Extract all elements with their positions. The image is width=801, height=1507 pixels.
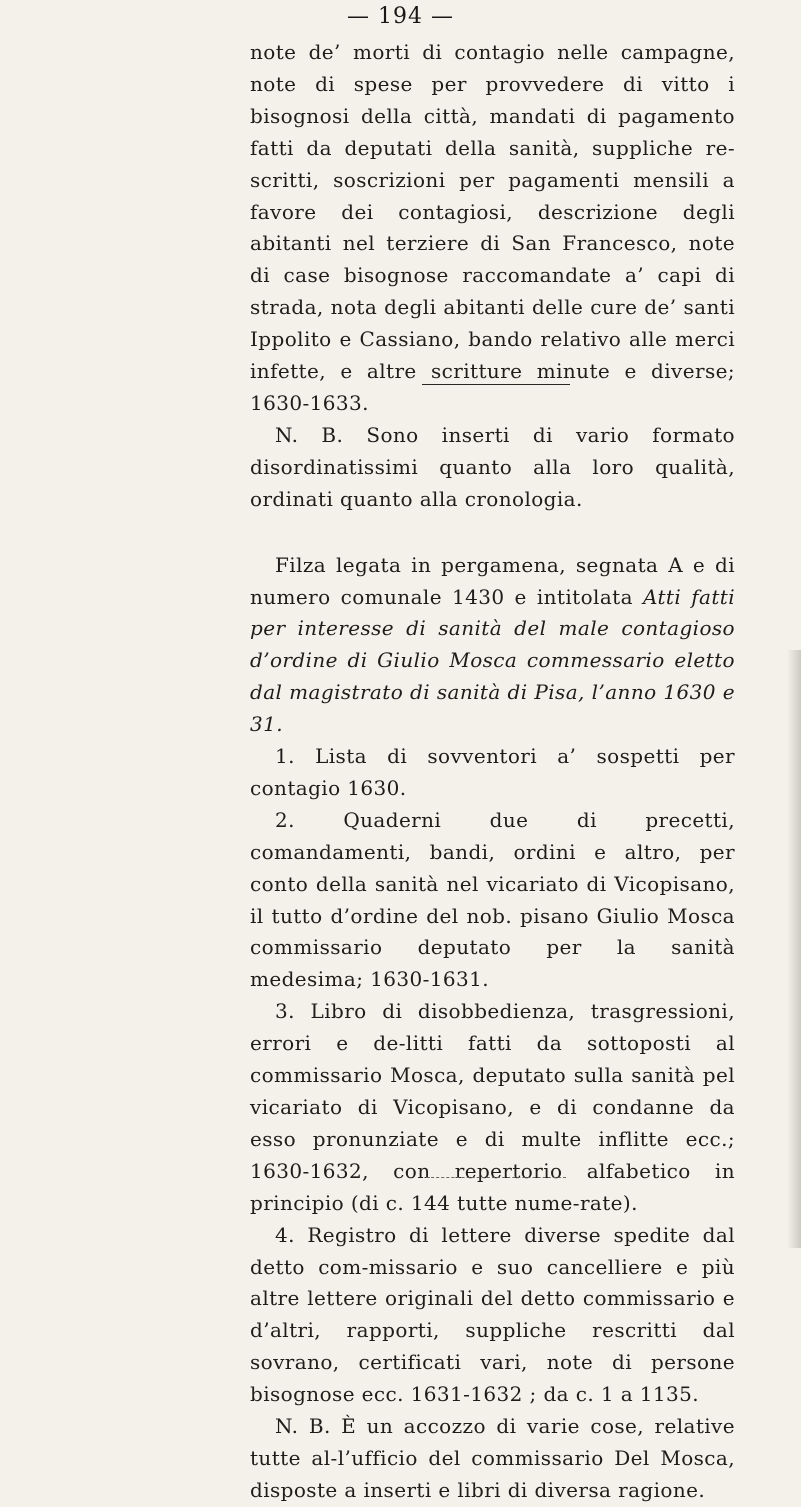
list-item: 4. Registro di lettere diverse spedite dal detto com-missario e suo cancelliere e più altre lettere originali del detto commissario e d’altri, rapporti, suppliche rescritti dal sovrano, certificati vari, note di persone bisognose ecc. 1631-1632 ; da c. 1 a 1135. <box>250 1222 735 1407</box>
nota-bene-2: N. B. È un accozzo di varie cose, relative tutte al-l’ufficio del commissario Del Mosca, disposte a inserti e libri di diversa ragione. <box>250 1414 735 1502</box>
filza-title: Atti fatti per interesse di sanità del male contagioso d’ordine di Giulio Mosca commessario eletto dal magistrato di sanità di Pisa, l’anno 1630 e 31. <box>250 584 735 737</box>
filza-intro: Filza legata in pergamena, segnata A e di numero comunale 1430 e intitolata <box>250 552 735 609</box>
page-number: — 194 — <box>347 4 454 29</box>
page-edge-shadow <box>787 650 801 1248</box>
text-column <box>250 37 735 1507</box>
list-item: 3. Libro di disobbedienza, trasgressioni, errori e de-litti fatti da sottoposti al commissario Mosca, deputato sulla sanità pel vicariato di Vicopisano, e di condanne da esso pronunziate e di multe inflitte ecc.; 1630-1632, con repertorio alfabetico in principio (di c. 144 tutte nume-rate). <box>250 999 735 1215</box>
filza-description <box>250 550 735 741</box>
list-item: 1. Lista di sovventori a’ sospetti per contagio 1630. <box>250 744 735 800</box>
section-divider <box>422 384 570 385</box>
nota-bene-1: N. B. Sono inserti di vario formato disordinatissimi quanto alla loro qualità, ordinati quanto alla cronologia. <box>250 422 735 511</box>
paragraph-contagion-notes: note de’ morti di contagio nelle campagne, note di spese per provvedere di vitto i bisognosi della città, mandati di pagamento fatti da deputati della sanità, suppliche re-scritti, soscrizioni per pagamenti mensili a favore dei contagiosi, descrizione degli abitanti nel terziere di San Francesco, note di case bisognose raccomandate a’ capi di strada, nota degli abitanti delle cure de’ santi Ippolito e Cassiano, bando relativo alle merci infette, e altre scritture minute e diverse; 1630-1633. <box>250 40 735 415</box>
list-item: 2. Quaderni due di precetti, comandamenti, bandi, ordini e altro, per conto della sanità nel vicariato di Vicopisano, il tutto d’ordine del nob. pisano Giulio Mosca commissario deputato per la sanità medesima; 1630-1631. <box>250 807 735 992</box>
end-divider <box>426 1177 566 1178</box>
item-list <box>250 741 735 1411</box>
spacer <box>250 516 735 550</box>
